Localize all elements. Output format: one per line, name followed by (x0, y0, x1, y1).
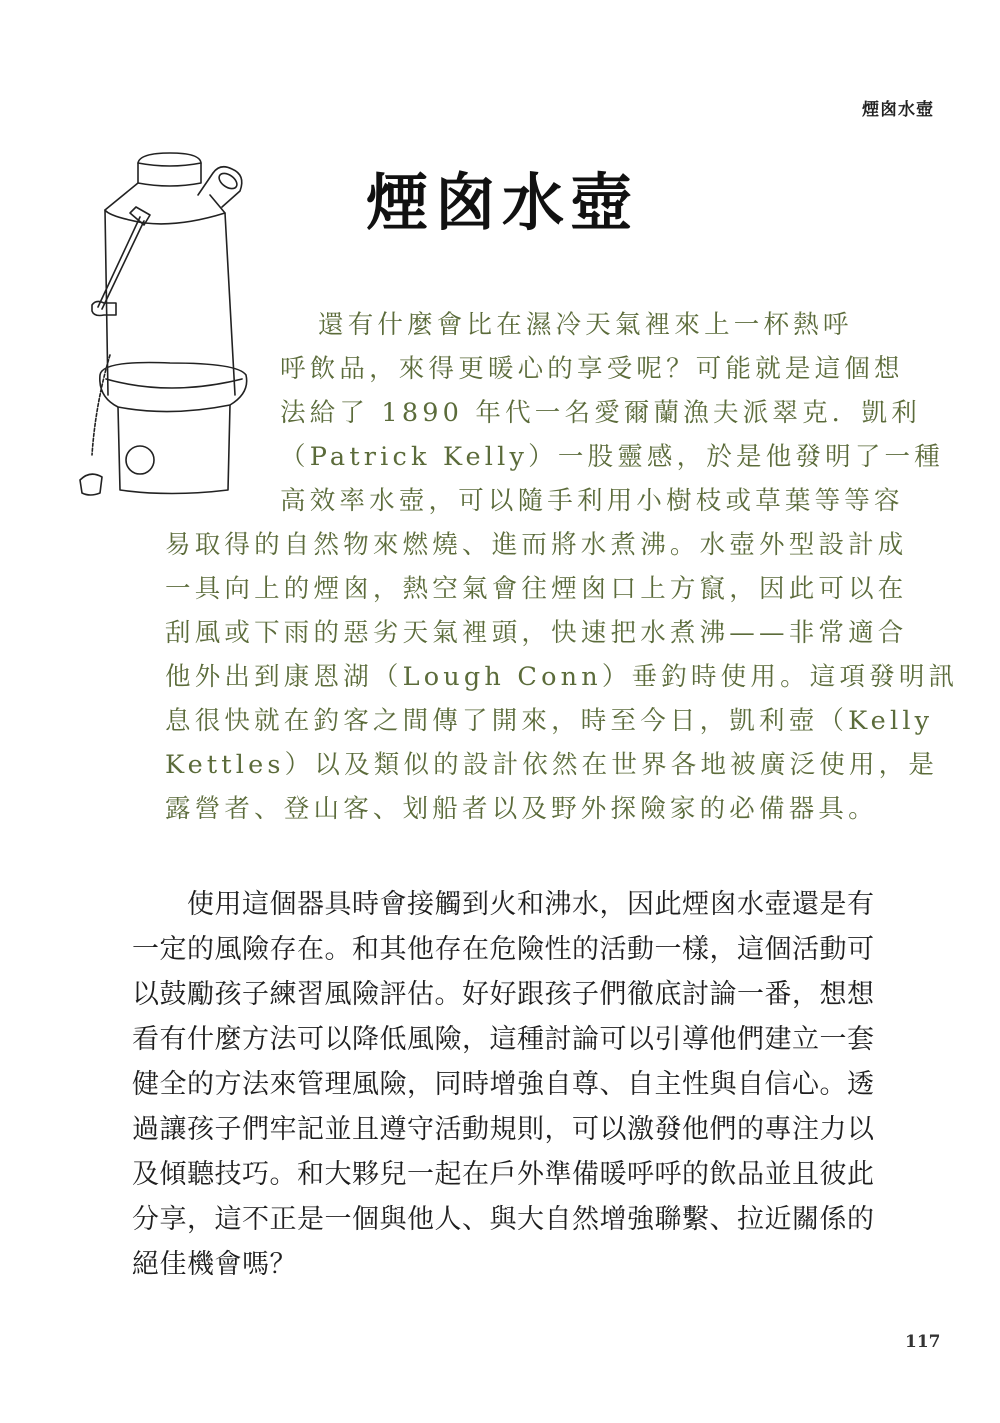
body-line: 以鼓勵孩子練習風險評估。好好跟孩子們徹底討論一番，想想 (132, 979, 875, 1010)
intro-line: （Patrick Kelly）一股靈感，於是他發明了一種 (280, 442, 944, 472)
intro-line: 他外出到康恩湖（Lough Conn）垂釣時使用。這項發明訊 (165, 662, 959, 692)
intro-line: 呼飲品，來得更暖心的享受呢？可能就是這個想 (280, 354, 904, 384)
body-line: 及傾聽技巧。和大夥兒一起在戶外準備暖呼呼的飲品並且彼此 (132, 1159, 875, 1190)
intro-line: 法給了 1890 年代一名愛爾蘭漁夫派翠克．凱利 (280, 398, 921, 428)
intro-line: Kettles）以及類似的設計依然在世界各地被廣泛使用，是 (165, 750, 939, 780)
body-line: 分享，這不正是一個與他人、與大自然增強聯繫、拉近關係的 (132, 1204, 875, 1235)
running-head: 煙囪水壺 (862, 100, 934, 120)
page-title: 煙囪水壺 (366, 166, 639, 239)
intro-line: 露營者、登山客、划船者以及野外探險家的必備器具。 (165, 794, 878, 824)
body-line: 過讓孩子們牢記並且遵守活動規則，可以激發他們的專注力以 (132, 1114, 875, 1145)
body-line: 一定的風險存在。和其他存在危險性的活動一樣，這個活動可 (132, 934, 875, 965)
intro-line: 易取得的自然物來燃燒、進而將水煮沸。水壺外型設計成 (165, 530, 908, 560)
body-line: 使用這個器具時會接觸到火和沸水，因此煙囪水壺還是有 (187, 889, 875, 920)
intro-line: 一具向上的煙囪，熱空氣會往煙囪口上方竄，因此可以在 (165, 574, 908, 604)
body-line: 絕佳機會嗎？ (132, 1249, 297, 1280)
page-number: 117 (905, 1332, 941, 1352)
intro-line: 高效率水壺，可以隨手利用小樹枝或草葉等等容 (280, 486, 904, 516)
intro-line: 息很快就在釣客之間傳了開來，時至今日，凱利壺（Kelly (165, 706, 934, 736)
intro-line: 刮風或下雨的惡劣天氣裡頭，快速把水煮沸——非常適合 (165, 618, 908, 648)
body-line: 健全的方法來管理風險，同時增強自尊、自主性與自信心。透 (132, 1069, 875, 1100)
kelly-kettle-illustration (70, 135, 270, 510)
body-line: 看有什麼方法可以降低風險，這種討論可以引導他們建立一套 (132, 1024, 875, 1055)
intro-line: 還有什麼會比在濕冷天氣裡來上一杯熱呼 (318, 310, 853, 340)
